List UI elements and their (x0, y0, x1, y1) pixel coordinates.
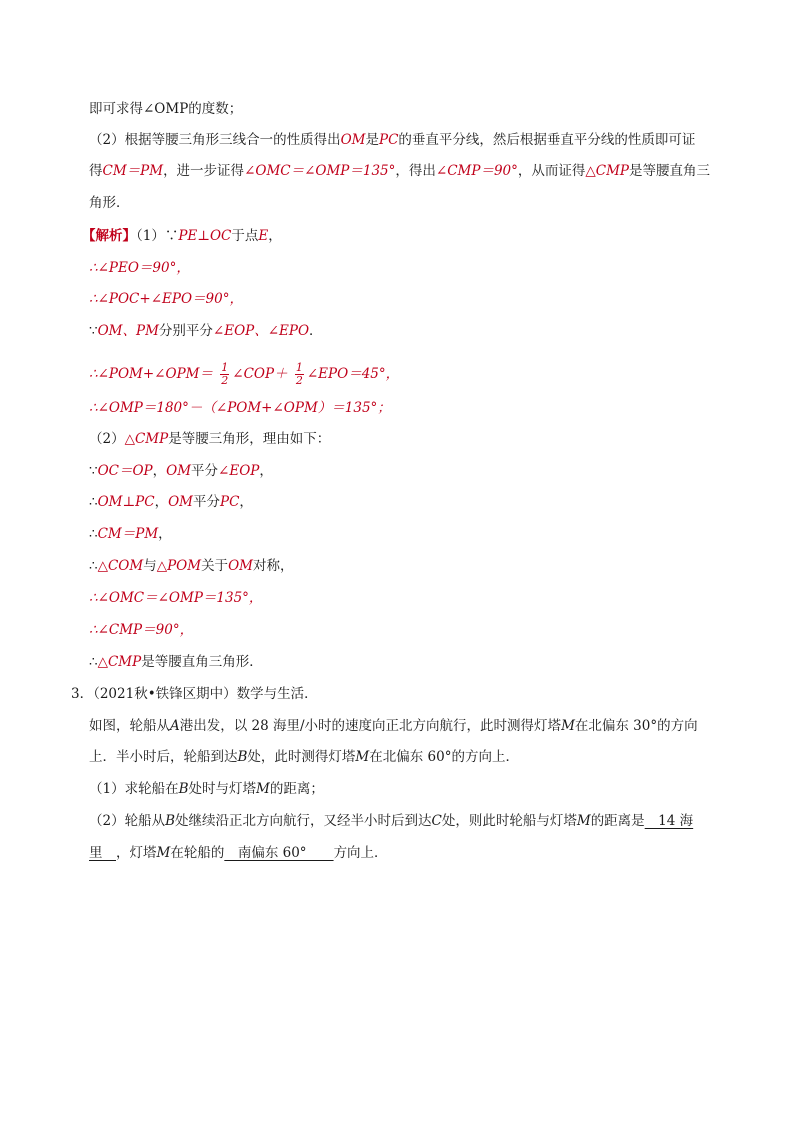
text: ． (309, 323, 323, 339)
text-line (89, 491, 253, 513)
math-text: M (256, 781, 270, 797)
text: （1）求轮船在 (89, 781, 179, 797)
text: 平分 (191, 463, 219, 479)
denominator: 2 (295, 374, 303, 387)
math-text: M (561, 718, 575, 734)
math-text: ∠EOP (218, 463, 260, 479)
math-text: ∠EOP、∠EPO (212, 323, 310, 339)
text-line (89, 619, 193, 641)
text: ∵ (89, 323, 98, 339)
fraction (295, 362, 304, 387)
text: ∴ (89, 558, 98, 574)
text-line (89, 98, 242, 120)
text: 在北偏东 60°的方向上． (369, 749, 519, 765)
fraction (220, 362, 229, 387)
question-heading (71, 683, 318, 705)
text: ∴ (89, 494, 98, 510)
text: 如图，轮船从 (89, 718, 170, 734)
text: 处继续沿正北方向航行，又经半小时后到达 (175, 813, 432, 829)
math-text: ∴∠CMP＝90°， (89, 622, 194, 638)
text-line (89, 460, 273, 482)
math-text: B (165, 813, 176, 829)
math-text: E (258, 228, 269, 244)
math-text: CM＝PM (97, 526, 159, 542)
numerator: 1 (295, 361, 303, 374)
math-text: M (576, 813, 591, 829)
text-line (89, 320, 323, 342)
math-text: OM⊥PC (97, 494, 155, 510)
text: 的距离； (269, 781, 324, 797)
text: ∴ (89, 654, 98, 670)
text: 3．（2021秋•铁锋区期中）数学与生活． (71, 686, 318, 702)
text: 是等腰直角三 (629, 163, 711, 179)
text: 方向上． (333, 845, 388, 861)
math-text: A (170, 718, 180, 734)
math-text: ∠COP＋ (232, 366, 288, 382)
answer-blank: 里 (89, 845, 116, 861)
math-text: △COM (97, 558, 144, 574)
text-line (89, 651, 263, 673)
text: 处，此时测得灯塔 (247, 749, 356, 765)
text: 的距离是 (590, 813, 645, 829)
math-text: △CMP (97, 654, 142, 670)
text: ，从而证得 (517, 163, 586, 179)
text: 是等腰直角三角形． (141, 654, 263, 670)
math-text: ∠CMP＝90° (435, 163, 518, 179)
math-text: PC (378, 132, 399, 148)
text: ， (152, 463, 167, 479)
text: 关于 (201, 558, 229, 574)
math-text: △CMP (124, 431, 169, 447)
math-text: B (178, 781, 189, 797)
answer-blank: 14 海 (644, 813, 694, 829)
text: 分别平分 (158, 323, 213, 339)
math-text: CM＝PM (102, 163, 164, 179)
text: 的垂直平分线，然后根据垂直平分线的性质即可证 (398, 132, 696, 148)
math-text: PE⊥OC (178, 228, 232, 244)
text: ，灯塔 (116, 845, 157, 861)
text-line (89, 523, 172, 545)
math-text: OM (340, 132, 366, 148)
math-text: △CMP (585, 163, 630, 179)
text: ， (158, 526, 172, 542)
math-text: OC＝OP (97, 463, 153, 479)
text: ∵ (89, 463, 98, 479)
math-text: ∴∠POC+∠EPO＝90°， (89, 291, 243, 307)
math-text: ∴∠OMP＝180°－（∠POM+∠OPM）＝135°； (89, 400, 391, 416)
text: （2） (89, 431, 125, 447)
line-text: 即可求得∠OMP的度数； (89, 101, 243, 117)
text: 是 (365, 132, 379, 148)
math-text: ∴∠OMC＝∠OMP＝135°， (89, 590, 263, 606)
math-text: ∠OMC＝∠OMP＝135° (244, 163, 396, 179)
analysis-label: 【解析】 (82, 228, 136, 244)
numerator: 1 (221, 361, 229, 374)
text: ， (268, 228, 282, 244)
text-line (89, 428, 330, 450)
text-line (89, 397, 391, 419)
text: ， (259, 463, 273, 479)
text-line (89, 842, 388, 864)
math-text: M (156, 845, 171, 861)
text: 得 (89, 163, 103, 179)
text-line (89, 359, 399, 389)
text-line (82, 225, 282, 247)
math-text: M (355, 749, 370, 765)
text: ，得出 (395, 163, 436, 179)
text: 上．半小时后，轮船到达 (89, 749, 238, 765)
text: 港出发，以 28 海里/小时的速度向正北方向航行，此时测得灯塔 (179, 718, 562, 734)
text: （2）轮船从 (89, 813, 166, 829)
text-line (89, 715, 698, 737)
math-text: ∴∠POM+∠OPM＝ (89, 366, 213, 382)
math-text: C (431, 813, 442, 829)
math-text: ∴∠PEO＝90°， (89, 260, 190, 276)
text-line (89, 746, 519, 768)
text-line (89, 160, 710, 182)
text: 是等腰三角形，理由如下： (168, 431, 331, 447)
text-line (89, 810, 693, 832)
text: （2）根据等腰三角形三线合一的性质得出 (89, 132, 341, 148)
text: 在北偏东 30°的方向 (574, 718, 698, 734)
text-line (89, 257, 190, 279)
text: ，进一步证得 (163, 163, 245, 179)
text-line (89, 129, 695, 151)
text: ∴ (89, 526, 98, 542)
text: 在轮船的 (170, 845, 225, 861)
text-line (89, 555, 293, 577)
text: 处时与灯塔 (188, 781, 257, 797)
text-line (89, 587, 262, 609)
text-line (89, 288, 243, 310)
math-text: OM (166, 463, 192, 479)
text: ， (239, 494, 253, 510)
math-text: PC (219, 494, 240, 510)
math-text: OM (228, 558, 253, 574)
math-text: B (237, 749, 248, 765)
math-text: ∠EPO＝45°， (306, 366, 400, 382)
denominator: 2 (221, 374, 229, 387)
text: 处，则此时轮船与灯塔 (441, 813, 577, 829)
text: 于点 (231, 228, 259, 244)
text: 平分 (192, 494, 220, 510)
math-text: OM、PM (97, 323, 159, 339)
text-line (89, 192, 130, 214)
text: ， (154, 494, 169, 510)
math-text: △POM (156, 558, 202, 574)
text-line (89, 778, 324, 800)
answer-blank: 南偏东 60° (224, 845, 334, 861)
text: 与 (143, 558, 157, 574)
math-text: OM (168, 494, 193, 510)
text: 角形． (89, 195, 130, 211)
text: 对称， (252, 558, 294, 574)
text: （1）∵ (136, 228, 179, 244)
